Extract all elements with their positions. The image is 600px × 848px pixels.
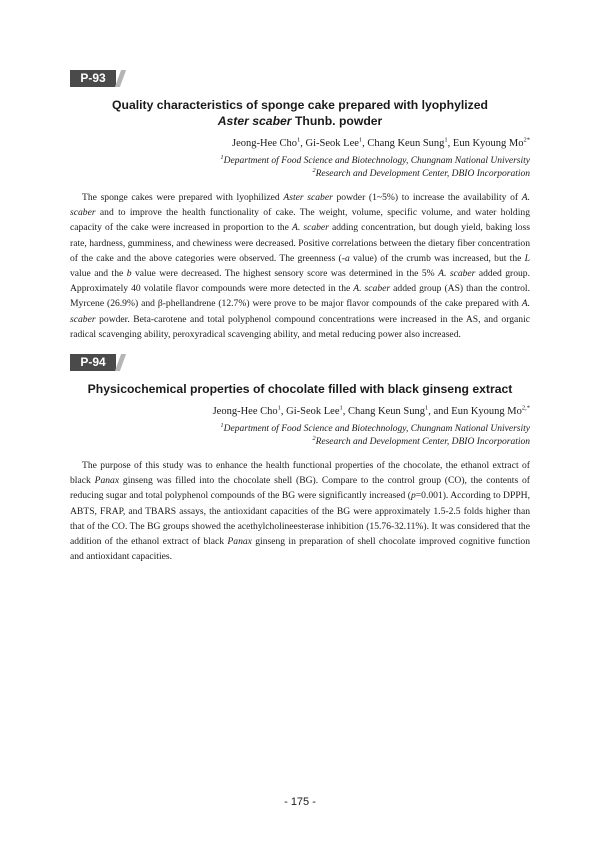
author-list: Jeong-Hee Cho$^1$, Gi-Seok Lee$^1$, Chang Keun Sung$^1$, and Eun Kyoung $Mo^{2,*}$ [212,404,530,417]
abstract-id-label: P-93 [70,70,116,87]
author-name: Chang Keun Sung [347,406,425,417]
italic-term: Aster scaber [283,192,333,203]
body-text: added group (AS) than the control. Myrcene (26.9%) and β-phellandrene (12.7%) were prove to be major flavor compounds of the cake prepared with [70,283,530,310]
body-text: The purpose of this study was to enhance the health functional properties of the chocolate, the ethanol extract of black [70,460,530,487]
abstract-body [70,458,530,564]
body-text: value were decreased. The highest sensory score was determined in the 5% [131,268,439,280]
author-affiliation-mark: 2,* [521,404,530,412]
author-name: Gi-Seok Lee [305,138,359,149]
affiliation-mark: 2 [312,434,316,442]
author-name: Eun Kyoung Mo [452,138,524,149]
body-text: and to improve the health functionality of cake. The weight, volume, specific volume, and water holding capacity of the cake were increased in proportion to the [70,207,530,234]
body-text: powder. Beta-carotene and total polyphenol compound concentrations were increased in the AS, and organic radical scavenging ability, peroxyradical scavenging ability, and metal reducing power also increased. [70,313,530,340]
title-line-1: Quality characteristics of sponge cake prepared with lyophylized [112,98,488,112]
abstract-id-label: P-94 [70,354,116,371]
body-text: ginseng was filled into the chocolate shell (BG). Compare to the control group (CO), the contents of reducing sugar and total polyphenol compounds of the BG were significantly increased ( [70,475,530,502]
body-text: powder (1~5%) to increase the availability of [332,192,522,203]
author-affiliation-mark: 1 [444,136,448,144]
body-text: added group. Approximately 40 volatile flavor compounds were more detected in the [70,268,531,295]
author-name: Eun Kyoung Mo [451,406,522,417]
abstract-title [70,381,530,397]
author-affiliation-mark: 1 [358,136,363,144]
author-affiliation-mark: 1 [339,404,343,412]
abstract-body [70,190,530,342]
affiliation-text: Department of Food Science and Biotechnology, Chungnam National University [223,424,530,434]
affiliation [70,155,530,168]
affiliation-text: Research and Development Center, DBIO Incorporation [315,436,530,447]
label-stripe-decoration [115,70,126,87]
italic-term: A. scaber [70,192,530,219]
italic-term: a [344,252,350,264]
italic-term: Panax [94,475,120,487]
title-line-1: Physicochemical properties of chocolate filled with black ginseng extract [87,382,513,396]
abstract-p93 [70,70,530,342]
label-stripe-decoration [115,354,126,371]
affiliation-list [70,155,530,180]
body-text: The sponge cakes were prepared with lyophilized [82,192,284,203]
author-affiliation-mark: 1 [297,136,301,144]
body-text: adding concentration, but dough yield, baking loss rate, hardness, gumminess, and chewiness were decreased. Positive correlations between the dietary fiber concentration of the cake and the above categories were observed. The greenness (- [70,222,531,264]
author-affiliation-mark: 1 [277,404,281,412]
affiliation [70,436,530,449]
author-list: Jeong-Hee Cho$^1$, Gi-Seok Lee$^1$, Chang Keun Sung$^1$, Eun Kyoung $Mo^{2*}$ [232,136,530,149]
italic-term: A. scaber [438,268,476,280]
italic-term: b [126,268,132,280]
title-rest: Thunb. powder [291,114,383,128]
body-text: value) of the crumb was increased, but the [349,252,525,264]
affiliation-mark: 1 [220,153,224,161]
affiliation-mark: 2 [312,166,316,174]
italic-term: p [410,490,416,502]
affiliation [70,168,530,181]
affiliation-text: Department of Food Science and Biotechnology, Chungnam National University [223,156,530,166]
body-text: ginseng in preparation of shell chocolate improved cognitive function and antioxidant capacities. [70,536,531,563]
author-name: Chang Keun Sung [367,138,445,149]
author-affiliation-mark: 1 [424,404,429,412]
affiliation-list [70,423,530,448]
abstract-title [70,97,530,129]
title-species: Aster scaber [217,114,292,128]
italic-term: A. scaber [292,222,329,234]
italic-term: L [524,252,530,264]
abstract-label-badge [70,354,130,371]
author-name: Jeong-Hee Cho [212,406,278,417]
author-name: Gi-Seok Lee [286,406,340,417]
affiliation-text: Research and Development Center, DBIO Incorporation [315,168,530,179]
abstract-p94 [70,354,530,564]
italic-term: A. scaber [353,283,391,295]
author-affiliation-mark: 2* [523,136,530,144]
author-name: Jeong-Hee Cho [232,138,298,149]
page-number: - 175 - [284,796,316,808]
body-text: value and the [70,268,127,280]
abstract-label-badge [70,70,130,87]
affiliation [70,423,530,436]
italic-term: Panax [227,536,252,548]
affiliation-mark: 1 [220,421,224,429]
italic-term: A. scaber [70,298,530,325]
body-text: =0.001). According to DPPH, ABTS, FRAP, and TBARS assays, the antioxidant capacities of the BG were approximately 1.5-2.5 folds higher than that of the CO. The BG groups showed the acethylcholineesterase inhibition (15.76-32.11%). It was considered that the addition of the ethanol extract of black [70,490,530,548]
